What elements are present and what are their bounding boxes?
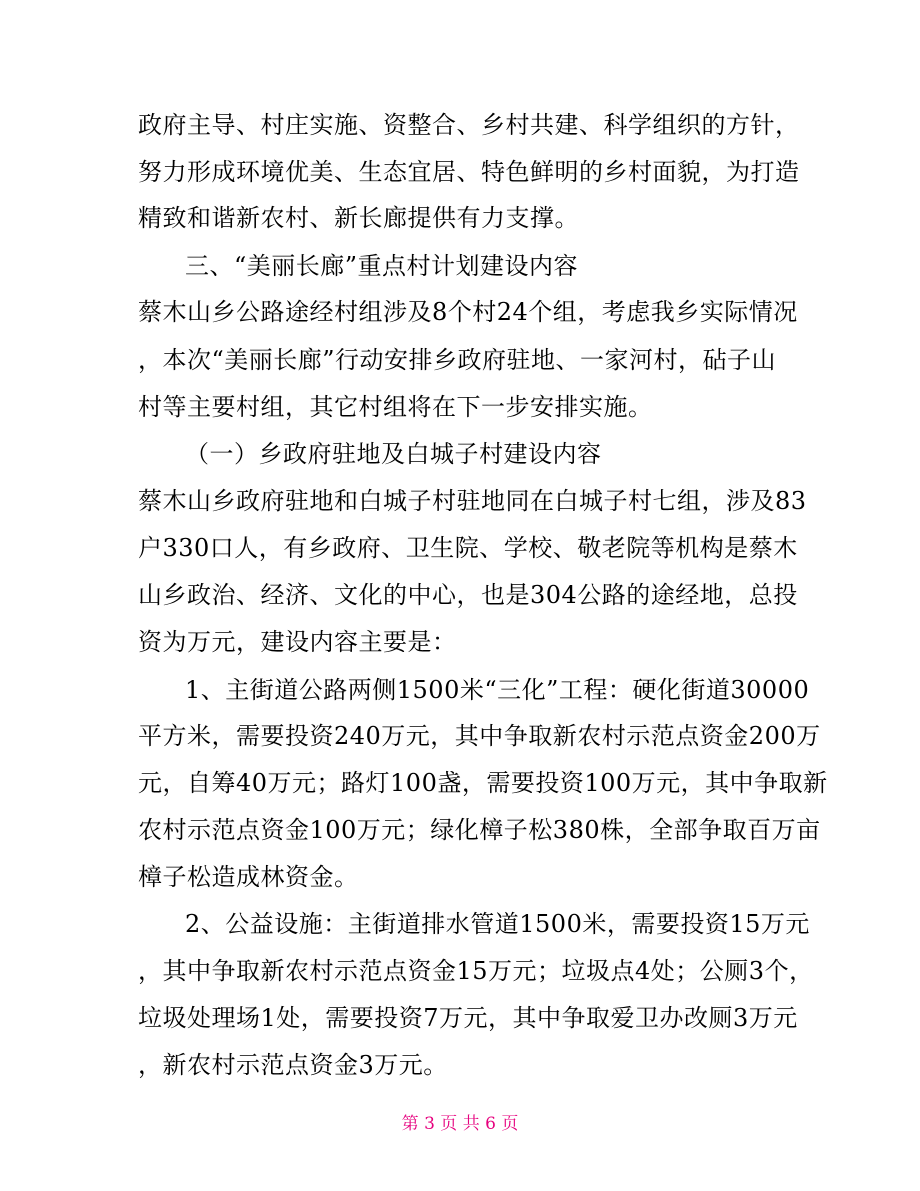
text-line: 农村示范点资金100万元；绿化樟子松380株，全部争取百万亩 [138,816,821,844]
text-line: 平方米，需要投资240万元，其中争取新农村示范点资金200万 [138,722,821,750]
section-heading: 三、“美丽长廊”重点村计划建设内容 [185,252,579,280]
text-line: 精致和谐新农村、新长廊提供有力支撑。 [138,204,579,232]
text-line: 村等主要村组，其它村组将在下一步安排实施。 [138,393,653,421]
text-line: 蔡木山乡政府驻地和白城子村驻地同在白城子村七组，涉及83 [138,487,807,515]
text-line: 户330口人，有乡政府、卫生院、学校、敬老院等机构是蔡木 [138,534,798,562]
list-item-1: 1、主街道公路两侧1500米“三化”工程：硬化街道30000 [185,676,810,704]
page-number: 第 3 页 共 6 页 [401,1114,519,1134]
text-line: 努力形成环境优美、生态宜居、特色鲜明的乡村面貌，为打造 [138,158,800,186]
text-line: ，本次“美丽长廊”行动安排乡政府驻地、一家河村，砧子山 [138,346,777,374]
text-line: 垃圾处理场1处，需要投资7万元，其中争取爱卫办改厕3万元 [138,1004,798,1032]
text-line: ，新农村示范点资金3万元。 [138,1051,448,1079]
text-line: 蔡木山乡公路途经村组涉及8个村24个组，考虑我乡实际情况 [138,298,798,326]
text-line: 政府主导、村庄实施、资整合、乡村共建、科学组织的方针， [138,111,800,139]
subsection-heading: （一）乡政府驻地及白城子村建设内容 [185,440,602,468]
text-line: 樟子松造成林资金。 [138,863,359,891]
text-line: 元，自筹40万元；路灯100盏，需要投资100万元，其中争取新 [138,769,828,797]
text-line: 资为万元，建设内容主要是： [138,628,457,656]
list-item-2: 2、公益设施：主街道排水管道1500米，需要投资15万元 [185,910,810,938]
text-line: 山乡政治、经济、文化的中心，也是304公路的途经地，总投 [138,581,798,609]
text-line: ，其中争取新农村示范点资金15万元；垃圾点4处；公厕3个， [138,957,814,985]
